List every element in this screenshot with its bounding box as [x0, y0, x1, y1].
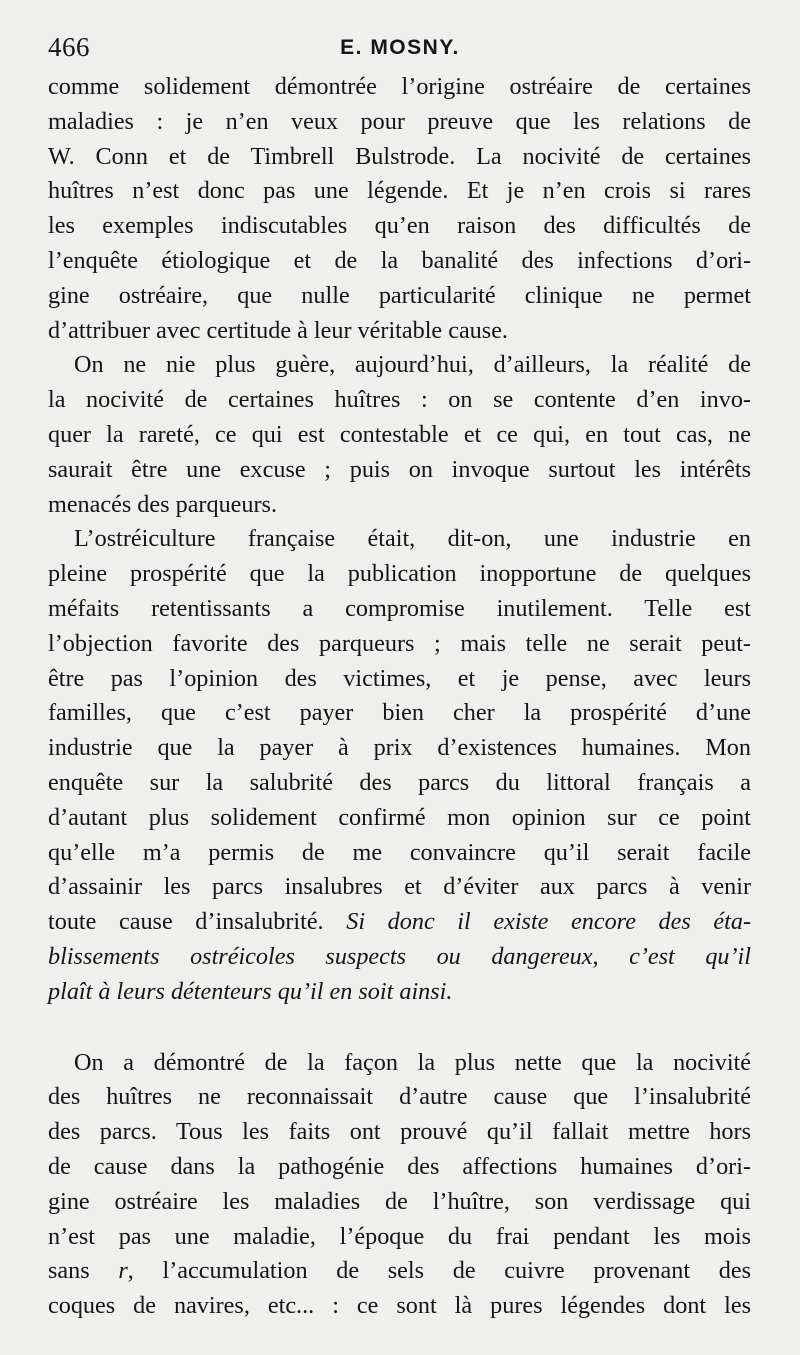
text-line: On a démontré de la façon la plus nette que la nocivité — [74, 1048, 751, 1076]
text-line: W. Conn et de Timbrell Bulstrode. La nocivité de certaines — [48, 142, 751, 170]
paragraph-2 — [48, 348, 751, 522]
text-line: gine ostréaire les maladies de l’huître, son verdissage qui — [48, 1187, 751, 1215]
roman-run: sans — [48, 1257, 119, 1285]
text-line: gine ostréaire, que nulle particularité clinique ne permet — [48, 281, 751, 309]
text-line: L’ostréiculture française était, dit-on, une industrie en — [74, 525, 751, 553]
italic-run: r — [118, 1257, 128, 1285]
paragraph-4 — [48, 1046, 751, 1324]
text-line: On ne nie plus guère, aujourd’hui, d’ailleurs, la réalité de — [74, 351, 751, 379]
text-line: des huîtres ne reconnaissait d’autre cause que l’insalubrité — [48, 1083, 751, 1111]
paragraph-1 — [48, 70, 751, 348]
text-line-mixed — [48, 1254, 751, 1289]
text-line: l’objection favorite des parqueurs ; mais telle ne serait peut- — [48, 629, 751, 657]
text-line: coques de navires, etc... : ce sont là pures légendes dont les — [48, 1292, 751, 1320]
text-line: être pas l’opinion des victimes, et je pense, avec leurs — [48, 664, 751, 692]
text-line: d’assainir les parcs insalubres et d’éviter aux parcs à venir — [48, 873, 751, 901]
page-header — [48, 32, 752, 64]
roman-run: toute cause d’insalubrité. — [48, 908, 324, 936]
text-line: méfaits retentissants a compromise inutilement. Telle est — [48, 594, 751, 622]
text-line: qu’elle m’a permis de me convaincre qu’il serait facile — [48, 838, 751, 866]
body-text — [48, 70, 751, 1324]
italic-run: Si donc il existe encore des éta- — [346, 908, 752, 936]
text-line-mixed — [48, 905, 751, 940]
paragraph-3 — [48, 522, 751, 1009]
text-line: n’est pas une maladie, l’époque du frai pendant les mois — [48, 1222, 751, 1250]
text-line: d’autant plus solidement confirmé mon opinion sur ce point — [48, 803, 751, 831]
text-line: l’enquête étiologique et de la banalité des infections d’ori- — [48, 246, 751, 274]
running-head: E. MOSNY. — [340, 36, 460, 59]
text-line: enquête sur la salubrité des parcs du littoral français a — [48, 768, 751, 796]
text-line: d’attribuer avec certitude à leur véritable cause. — [48, 316, 508, 344]
italic-line: blissements ostréicoles suspects ou dangereux, c’est qu’il — [48, 942, 751, 970]
italic-line: plaît à leurs détenteurs qu’il en soit ainsi. — [48, 977, 453, 1005]
text-line: maladies : je n’en veux pour preuve que les relations de — [48, 107, 751, 135]
text-line: des parcs. Tous les faits ont prouvé qu’il fallait mettre hors — [48, 1118, 751, 1146]
text-line: pleine prospérité que la publication inopportune de quelques — [48, 560, 751, 588]
page-number: 466 — [48, 32, 90, 62]
text-line: menacés des parqueurs. — [48, 490, 278, 518]
text-line: industrie que la payer à prix d’existences humaines. Mon — [48, 734, 751, 762]
text-line: saurait être une excuse ; puis on invoque surtout les intérêts — [48, 455, 751, 483]
text-line: comme solidement démontrée l’origine ostréaire de certaines — [48, 73, 751, 100]
text-line: familles, que c’est payer bien cher la prospérité d’une — [48, 699, 751, 727]
roman-run: , l’accumulation de sels de cuivre provenant des — [127, 1257, 751, 1285]
text-line: huîtres n’est donc pas une légende. Et je n’en crois si rares — [48, 177, 751, 205]
text-line: de cause dans la pathogénie des affections humaines d’ori- — [48, 1152, 751, 1180]
text-line: les exemples indiscutables qu’en raison des difficultés de — [48, 212, 751, 240]
text-line: quer la rareté, ce qui est contestable et ce qui, en tout cas, ne — [48, 420, 751, 448]
section-gap — [48, 1010, 751, 1046]
text-line: la nocivité de certaines huîtres : on se contente d’en invo- — [48, 386, 751, 414]
